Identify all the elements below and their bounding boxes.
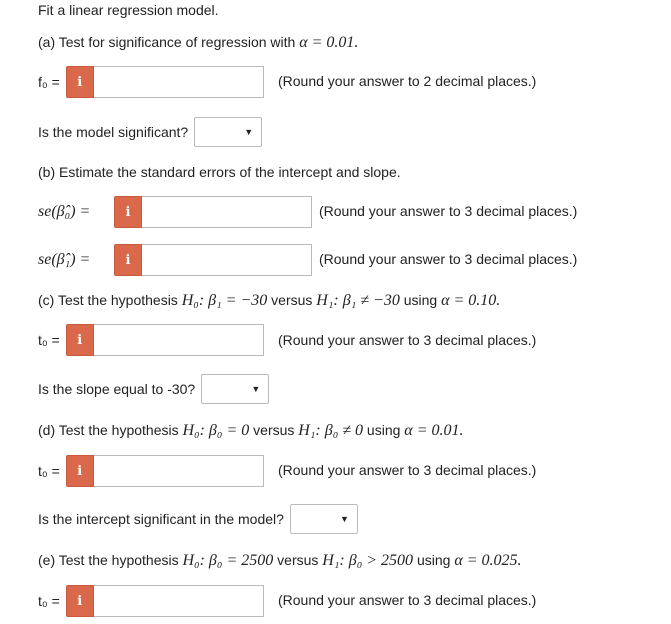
se1-hint: (Round your answer to 3 decimal places.) xyxy=(319,251,578,267)
f0-row xyxy=(38,66,264,98)
se0-row xyxy=(38,196,312,228)
question: Is the intercept significant in the model? xyxy=(38,511,284,527)
chevron-down-icon: ▼ xyxy=(244,127,254,137)
t0-label: t₀ = xyxy=(38,332,60,348)
t0-row-d xyxy=(38,455,264,487)
f0-label: f₀ = xyxy=(38,74,60,90)
math: H₀: β₀ = 2500 xyxy=(182,552,274,569)
se0-hint: (Round your answer to 3 decimal places.) xyxy=(319,203,578,219)
t0-hint-c: (Round your answer to 3 decimal places.) xyxy=(278,332,537,348)
part-e-heading xyxy=(38,552,522,570)
se1-input[interactable] xyxy=(142,244,312,276)
f0-input[interactable] xyxy=(94,66,264,98)
text: using xyxy=(399,292,442,308)
slope-select[interactable] xyxy=(201,374,269,404)
info-icon[interactable]: i xyxy=(66,66,94,98)
info-icon[interactable]: i xyxy=(66,455,94,487)
math: H₀: β₀ = 0 xyxy=(182,422,250,439)
intercept-select[interactable] xyxy=(290,504,358,534)
se1-row xyxy=(38,244,312,276)
math: α = 0.01. xyxy=(404,422,464,439)
se0-input[interactable] xyxy=(142,196,312,228)
text: versus xyxy=(267,292,317,308)
math: H₁: β₀ ≠ 0 xyxy=(298,422,364,439)
info-icon[interactable]: i xyxy=(66,585,94,617)
math: H₀: β₁ = −30 xyxy=(181,292,268,309)
se0-label: se(β̂₀) = xyxy=(38,203,91,220)
info-icon[interactable]: i xyxy=(114,244,142,276)
f0-hint: (Round your answer to 2 decimal places.) xyxy=(278,73,537,89)
question: Is the model significant? xyxy=(38,124,189,140)
chevron-down-icon: ▼ xyxy=(251,384,261,394)
t0-input-e[interactable] xyxy=(94,585,264,617)
text: (a) Test for significance of regression with xyxy=(38,34,300,50)
math: H₁: β₀ > 2500 xyxy=(322,552,414,569)
text: (e) Test the hypothesis xyxy=(38,552,183,568)
t0-row-c xyxy=(38,324,264,356)
model-significant-row xyxy=(38,116,262,148)
info-icon[interactable]: i xyxy=(114,196,142,228)
t0-input-c[interactable] xyxy=(94,324,264,356)
text: versus xyxy=(273,552,323,568)
text: (d) Test the hypothesis xyxy=(38,422,183,438)
part-a-heading xyxy=(38,34,358,52)
t0-hint-d: (Round your answer to 3 decimal places.) xyxy=(278,462,537,478)
model-significant-select[interactable] xyxy=(194,117,262,147)
t0-label: t₀ = xyxy=(38,593,60,609)
part-b-heading: (b) Estimate the standard errors of the intercept and slope. xyxy=(38,164,401,180)
t0-row-e xyxy=(38,585,264,617)
part-c-heading xyxy=(38,292,500,310)
slope-row xyxy=(38,373,269,405)
math: H₁: β₁ ≠ −30 xyxy=(316,292,400,309)
text: using xyxy=(363,422,405,438)
text: (c) Test the hypothesis xyxy=(38,292,182,308)
math: α = 0.025. xyxy=(454,552,522,569)
intercept-row xyxy=(38,503,358,535)
t0-label: t₀ = xyxy=(38,463,60,479)
text: versus xyxy=(249,422,299,438)
math: α = 0.10. xyxy=(441,292,501,309)
title: Fit a linear regression model. xyxy=(38,2,219,18)
t0-hint-e: (Round your answer to 3 decimal places.) xyxy=(278,592,537,608)
chevron-down-icon: ▼ xyxy=(340,514,349,524)
info-icon[interactable]: i xyxy=(66,324,94,356)
question: Is the slope equal to -30? xyxy=(38,381,196,397)
se1-label: se(β̂₁) = xyxy=(38,251,91,268)
text: using xyxy=(413,552,455,568)
part-d-heading xyxy=(38,422,464,440)
t0-input-d[interactable] xyxy=(94,455,264,487)
math: α = 0.01. xyxy=(299,34,359,51)
